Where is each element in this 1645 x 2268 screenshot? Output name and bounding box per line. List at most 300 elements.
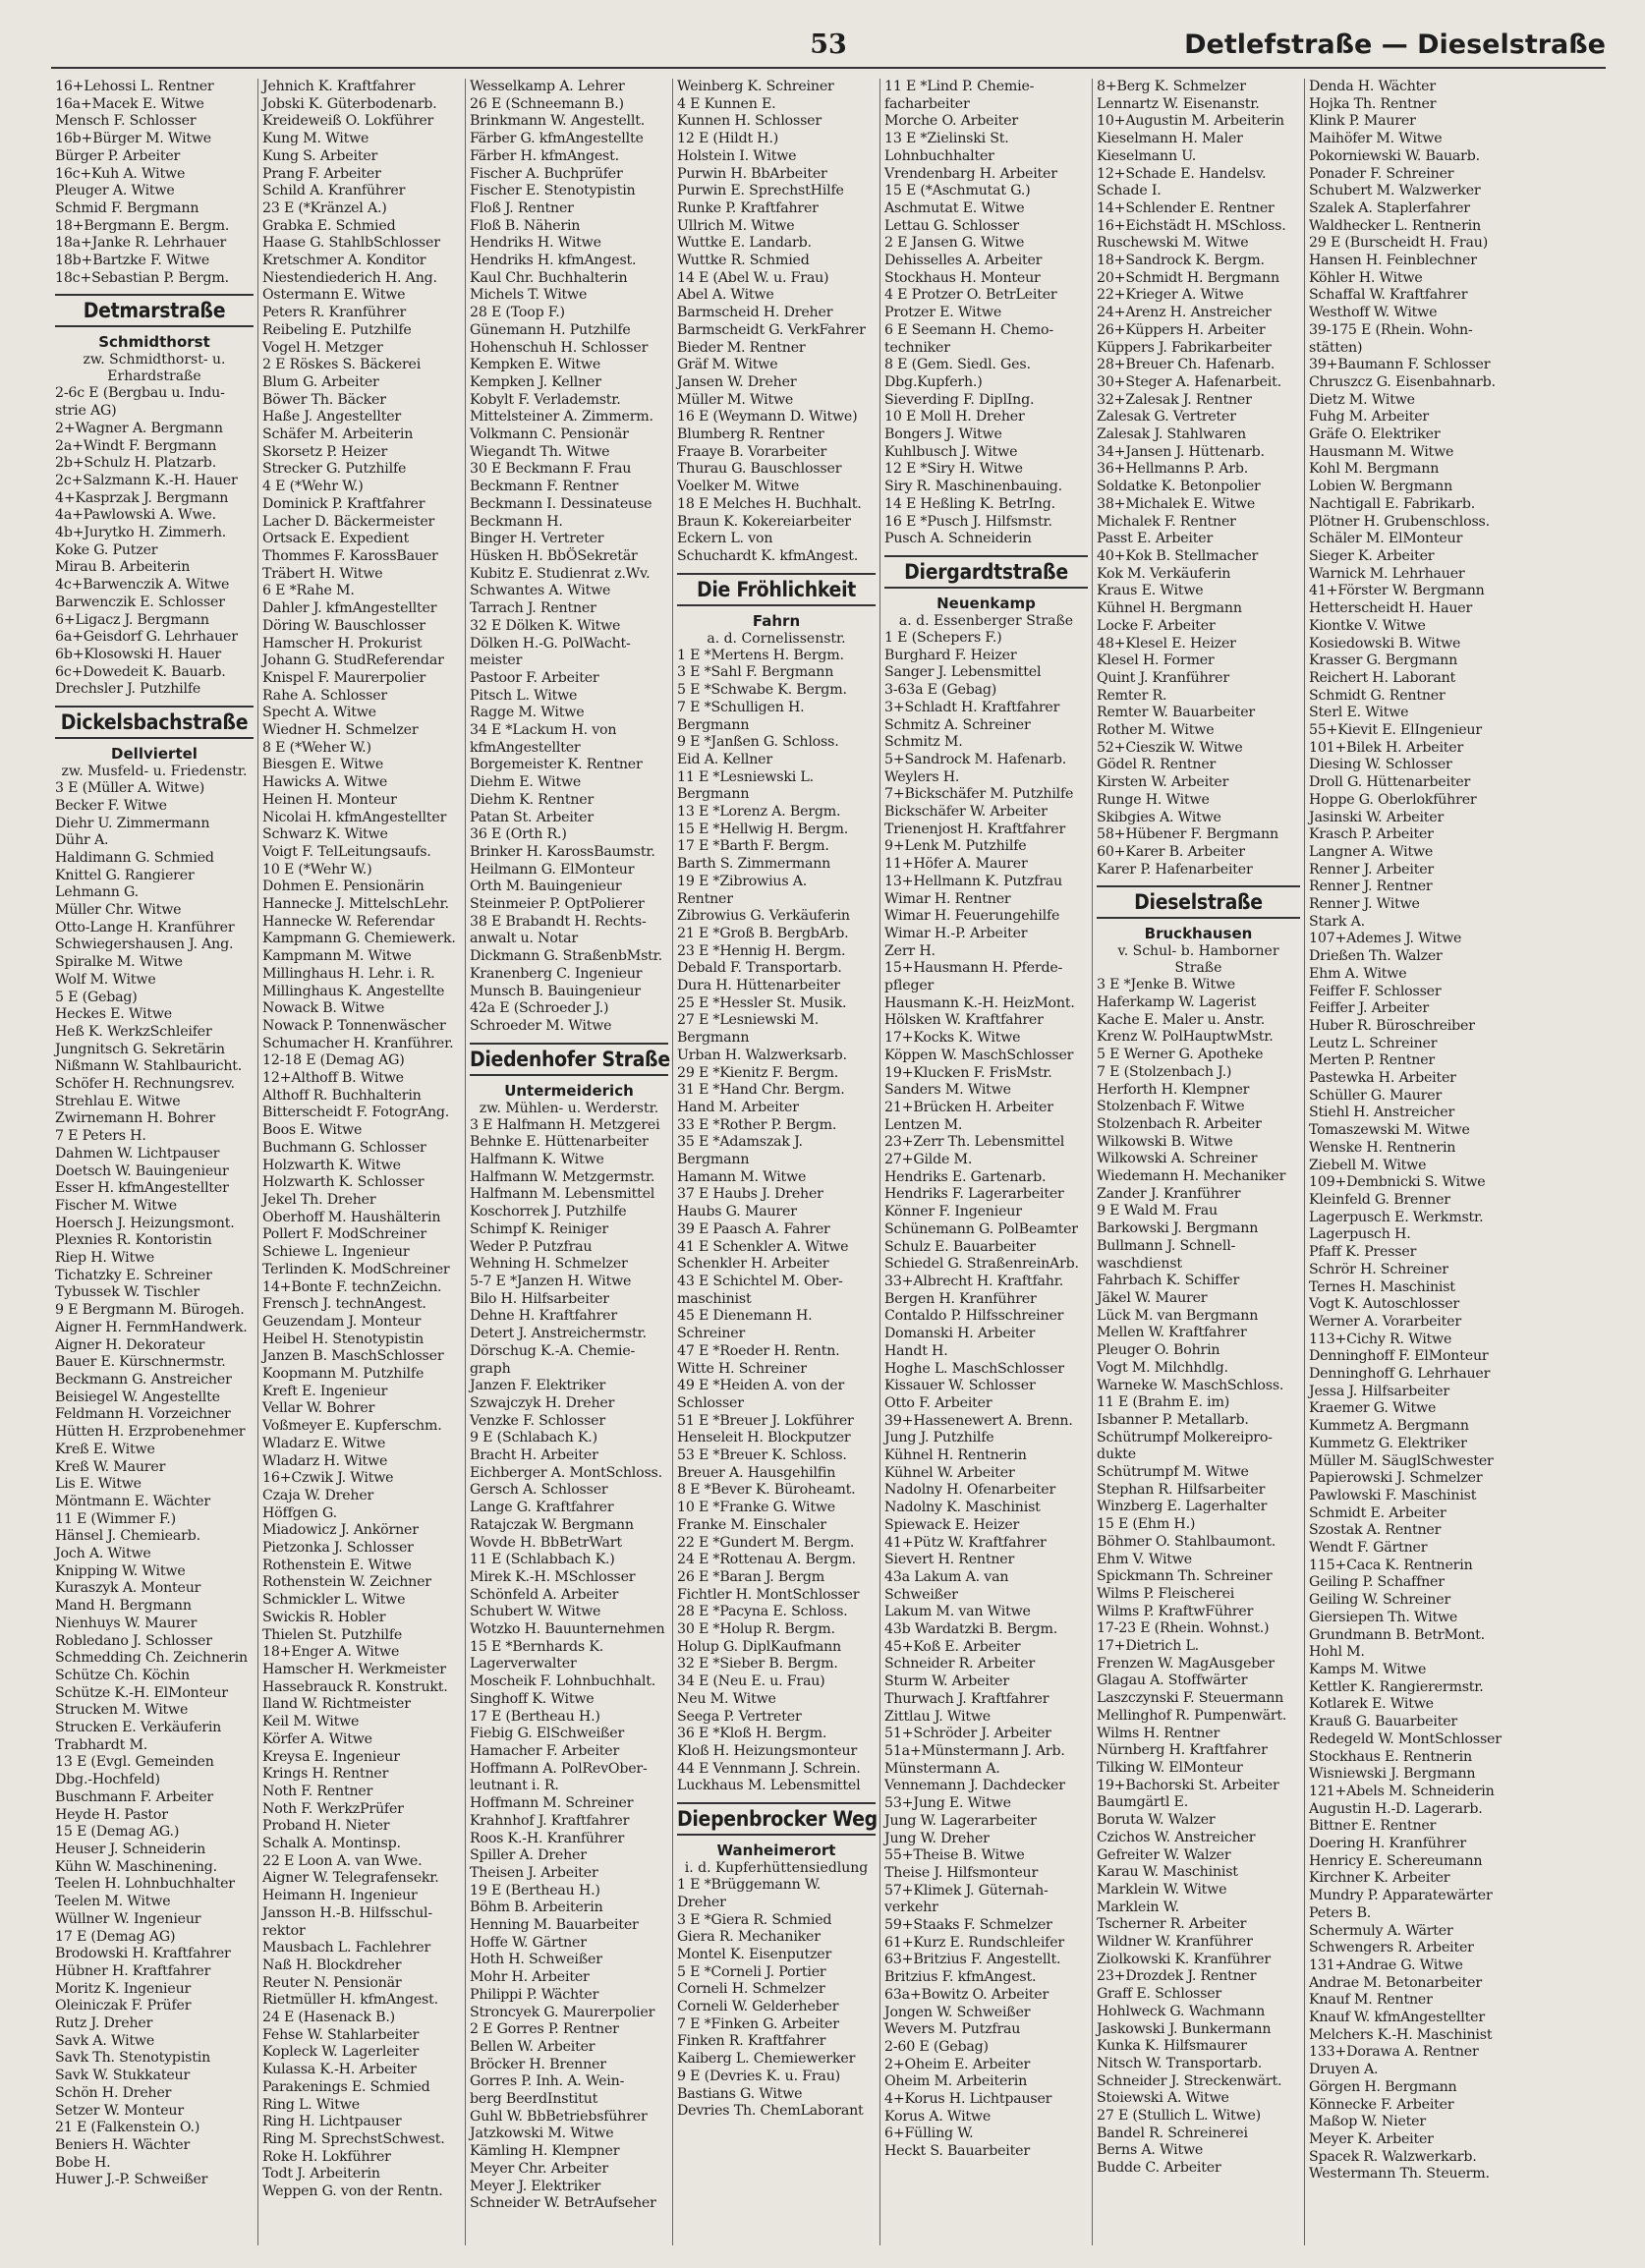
- directory-entry: Geiling P. Schaffner: [1309, 1574, 1445, 1591]
- directory-entry: Weylers H.: [884, 768, 960, 785]
- directory-entry: Diehm E. Witwe: [470, 774, 582, 791]
- directory-entry: Beckmann F. Rentner: [470, 479, 619, 495]
- directory-entry: Ostermann E. Witwe: [262, 287, 406, 304]
- column-7: [1305, 79, 1517, 2245]
- directory-entry: Burghard F. Heizer: [884, 647, 1017, 663]
- directory-entry: Wisniewski J. Bergmann: [1309, 1766, 1476, 1783]
- directory-entry: Kiontke V. Witwe: [1309, 617, 1426, 634]
- directory-entry: Wilms P. Fleischerei: [1097, 1585, 1235, 1602]
- directory-entry: Kirsten W. Arbeiter: [1097, 774, 1229, 791]
- directory-entry: 39-175 E (Rhein. Wohn-: [1309, 321, 1473, 338]
- directory-entry: Schade I.: [1097, 183, 1162, 199]
- directory-entry: Stoiewski A. Witwe: [1097, 2090, 1229, 2107]
- directory-entry: Stark A.: [1309, 913, 1365, 930]
- directory-entry: Beisiegel W. Angestellte: [55, 1389, 220, 1405]
- directory-entry: Szostak A. Rentner: [1309, 1522, 1442, 1539]
- directory-entry: Pollert F. ModSchreiner: [262, 1226, 427, 1243]
- directory-entry: 29 E *Kienitz F. Bergm.: [677, 1064, 839, 1081]
- directory-entry: Kobylt F. Verlademstr.: [470, 391, 621, 408]
- directory-entry: Hüsken H. BbÖSekretär: [470, 547, 638, 564]
- directory-entry: 10+Augustin M. Arbeiterin: [1097, 113, 1284, 130]
- running-head: Detlefstraße — Dieselstraße: [1184, 29, 1606, 60]
- directory-entry: Kuraszyk A. Monteur: [55, 1580, 201, 1597]
- directory-entry: Beckmann H.: [470, 513, 563, 530]
- directory-entry: 22 E *Gundert M. Bergm.: [677, 1534, 855, 1551]
- directory-entry: Küppers J. Fabrikarbeiter: [1097, 339, 1272, 356]
- directory-entry: Schroeder M. Witwe: [470, 1017, 612, 1034]
- directory-entry: Geiling W. Schreiner: [1309, 1592, 1451, 1609]
- directory-entry: 17-23 E (Rhein. Wohnst.): [1097, 1620, 1270, 1637]
- directory-entry: Lettau G. Schlosser: [884, 217, 1019, 234]
- directory-entry: 27+Gilde M.: [884, 1152, 973, 1168]
- directory-entry: Oberhoff M. Haushälterin: [262, 1209, 441, 1225]
- directory-entry: Wimar H. Rentner: [884, 890, 1011, 907]
- directory-entry: Wladarz E. Witwe: [262, 1435, 386, 1451]
- directory-entry: 36 E *Kloß H. Bergm.: [677, 1726, 827, 1742]
- directory-entry: Hojka Th. Rentner: [1309, 95, 1437, 112]
- district-name: Wanheimerort: [716, 1842, 836, 1860]
- directory-entry: Dahmen W. Lichtpauser: [55, 1145, 220, 1162]
- directory-entry: 55+Kievit E. ElIngenieur: [1309, 722, 1482, 739]
- directory-entry: 2+Wagner A. Bergmann: [55, 420, 223, 436]
- directory-entry: 57+Klimek J. Güternah-: [884, 1882, 1049, 1899]
- directory-entry: Savk Th. Stenotypistin: [55, 2050, 211, 2067]
- directory-entry: Schneider W. BetrAufseher: [470, 2195, 656, 2212]
- directory-entry: Gödel R. Rentner: [1097, 757, 1217, 773]
- directory-entry: 9 E (Schlabach K.): [470, 1430, 597, 1446]
- column-4: [673, 79, 880, 2245]
- directory-entry: Moritz K. Ingenieur: [55, 1980, 192, 1997]
- directory-entry: Theise J. Hilfsmonteur: [884, 1864, 1039, 1881]
- directory-entry: 6+Ligacz J. Bergmann: [55, 611, 209, 628]
- directory-entry: Millinghaus H. Lehr. i. R.: [262, 965, 435, 982]
- directory-entry: 15 E *Bernhards K.: [470, 1638, 604, 1655]
- directory-entry: 18+Enger A. Witwe: [262, 1644, 400, 1661]
- directory-entry: Drießen Th. Walzer: [1309, 948, 1443, 965]
- directory-entry: Dühr A.: [55, 832, 109, 849]
- directory-entry: 23 E *Hennig H. Bergm.: [677, 942, 846, 959]
- directory-entry: Eichberger A. MontSchloss.: [470, 1464, 662, 1481]
- directory-entry: Niestendiederich H. Ang.: [262, 269, 437, 286]
- district-name: Dellviertel: [111, 745, 198, 764]
- directory-entry: Dölken H.-G. PolWacht-: [470, 635, 631, 652]
- directory-entry: 12 E (Hildt H.): [677, 131, 779, 147]
- directory-entry: Barmscheid H. Dreher: [677, 305, 833, 321]
- directory-entry: Schumacher H. Kranführer.: [262, 1035, 454, 1051]
- directory-entry: Denda H. Wächter: [1309, 79, 1436, 94]
- directory-entry: 13+Hellmann K. Putzfrau: [884, 873, 1062, 889]
- directory-entry: 4a+Pawlowski A. Wwe.: [55, 507, 216, 524]
- directory-entry: Träbert H. Witwe: [262, 565, 383, 582]
- directory-entry: Hoersch J. Heizungsmont.: [55, 1215, 235, 1231]
- directory-entry: Savk W. Stukkateur: [55, 2068, 191, 2084]
- directory-entry: Ragge M. Witwe: [470, 705, 585, 721]
- directory-entry: Vrendenbarg H. Arbeiter: [884, 165, 1057, 182]
- directory-entry: 17 E *Barth F. Bergm.: [677, 838, 829, 855]
- directory-entry: Mellen W. Kraftfahrer: [1097, 1325, 1247, 1341]
- directory-entry: verkehr: [884, 1899, 938, 1916]
- directory-columns: [51, 79, 1606, 2245]
- directory-entry: Kung M. Witwe: [262, 131, 369, 147]
- directory-entry: 15+Hausmann H. Pferde-: [884, 960, 1063, 977]
- directory-entry: Stiehl H. Anstreicher: [1309, 1105, 1455, 1121]
- directory-entry: Voßmeyer E. Kupferschm.: [262, 1418, 442, 1435]
- directory-entry: Bellen W. Arbeiter: [470, 2038, 596, 2055]
- directory-entry: Meyer K. Arbeiter: [1309, 2130, 1434, 2147]
- directory-entry: Jung W. Lagerarbeiter: [884, 1812, 1037, 1829]
- directory-entry: Bastians G. Witwe: [677, 2085, 803, 2102]
- directory-entry: Halfmann W. Metzgermstr.: [470, 1168, 655, 1185]
- directory-entry: Tichatzky E. Schreiner: [55, 1267, 212, 1283]
- directory-entry: Rother M. Witwe: [1097, 722, 1215, 739]
- directory-entry: 17+Dietrich L.: [1097, 1638, 1199, 1655]
- directory-entry: Hoffe W. Gärtner: [470, 1934, 587, 1951]
- directory-entry: Savk A. Witwe: [55, 2032, 155, 2049]
- directory-entry: 8 E *Bever K. Büroheamt.: [677, 1482, 856, 1499]
- directory-entry: Steinmeier P. OptPolierer: [470, 896, 645, 913]
- directory-entry: Bergmann: [677, 786, 750, 803]
- directory-entry: 44 E Vennmann J. Schrein.: [677, 1760, 861, 1777]
- directory-entry: Brinkmann W. Angestellt.: [470, 113, 646, 130]
- directory-entry: Otto-Lange H. Kranführer: [55, 919, 235, 936]
- directory-entry: Althoff R. Buchhalterin: [262, 1087, 422, 1104]
- directory-entry: Schreiner: [677, 1326, 746, 1342]
- directory-entry: 107+Ademes J. Witwe: [1309, 931, 1462, 947]
- directory-entry: Kreß E. Witwe: [55, 1441, 155, 1457]
- directory-entry: 16+Eichstädt H. MSchloss.: [1097, 217, 1286, 234]
- directory-entry: Strucken E. Verkäuferin: [55, 1720, 222, 1736]
- directory-entry: Körfer A. Witwe: [262, 1730, 372, 1747]
- directory-entry: 31 E *Hand Chr. Bergm.: [677, 1082, 845, 1099]
- directory-entry: Lakum M. van Witwe: [884, 1604, 1031, 1620]
- directory-entry: Mittelsteiner A. Zimmerm.: [470, 409, 653, 425]
- directory-entry: Pokorniewski W. Bauarb.: [1309, 147, 1480, 164]
- directory-entry: Isbanner P. Metallarb.: [1097, 1411, 1249, 1428]
- directory-entry: Mohr H. Arbeiter: [470, 1969, 590, 1986]
- directory-entry: 33+Albrecht H. Kraftfahr.: [884, 1274, 1064, 1289]
- directory-entry: Heß K. WerkzSchleifer: [55, 1023, 212, 1040]
- directory-entry: Szwajczyk H. Dreher: [470, 1394, 615, 1411]
- directory-entry: Hohl M.: [1309, 1644, 1365, 1661]
- directory-entry: Gräf M. Witwe: [677, 357, 778, 373]
- directory-entry: Koschorrek J. Putzhilfe: [470, 1204, 627, 1220]
- directory-entry: Wotzko H. Bauunternehmen: [470, 1621, 665, 1638]
- directory-entry: Vogel H. Metzger: [262, 339, 383, 356]
- directory-entry: Kirchner K. Arbeiter: [1309, 1870, 1450, 1887]
- directory-entry: Mundry P. Apparatewärter: [1309, 1888, 1493, 1904]
- directory-entry: 12+Schade E. Handelsv.: [1097, 165, 1267, 182]
- directory-entry: Fiebig G. ElSchweißer: [470, 1726, 625, 1742]
- directory-entry: Strecker G. Putzhilfe: [262, 461, 407, 478]
- directory-entry: Voigt F. TelLeitungsaufs.: [262, 843, 431, 860]
- directory-entry: Bitterscheidt F. FotogrAng.: [262, 1105, 450, 1121]
- directory-entry: 18c+Sebastian P. Bergm.: [55, 269, 229, 286]
- street-heading: Diergardtstraße: [884, 555, 1088, 589]
- directory-entry: Ruschewski M. Witwe: [1097, 235, 1249, 252]
- directory-entry: Iland W. Richtmeister: [262, 1696, 411, 1713]
- directory-entry: waschdienst: [1097, 1255, 1182, 1272]
- directory-entry: Weppen G. von der Rentn.: [262, 2183, 443, 2200]
- directory-entry: 6 E Seemann H. Chemo-: [884, 321, 1053, 338]
- directory-entry: stätten): [1309, 339, 1363, 356]
- directory-entry: Glagau A. Stoffwärter: [1097, 1673, 1248, 1689]
- directory-entry: Kreysa E. Ingenieur: [262, 1748, 400, 1765]
- directory-entry: Hausmann K.-H. HeizMont.: [884, 994, 1075, 1011]
- directory-entry: Renner J. Witwe: [1309, 896, 1420, 913]
- directory-entry: Roke H. Lokführer: [262, 2148, 391, 2165]
- directory-entry: Jäkel W. Maurer: [1097, 1290, 1208, 1306]
- directory-entry: Haferkamp W. Lagerist: [1097, 994, 1256, 1011]
- directory-entry: Grabka E. Schmied: [262, 217, 396, 234]
- directory-entry: Britzius F. kfmAngest.: [884, 1969, 1037, 1986]
- directory-entry: 6c+Dowedeit K. Bauarb.: [55, 663, 226, 680]
- directory-entry: 16 E (Weymann D. Witwe): [677, 409, 858, 425]
- directory-entry: Teelen H. Lohnbuchhalter: [55, 1876, 235, 1893]
- directory-entry: Jongen W. Schweißer: [884, 2004, 1031, 2020]
- directory-entry: Wenske H. Rentnerin: [1309, 1139, 1456, 1156]
- directory-entry: Corneli W. Gelderheber: [677, 1999, 839, 2015]
- directory-entry: Finken R. Kraftfahrer: [677, 2033, 826, 2050]
- directory-entry: Kempken E. Witwe: [470, 357, 601, 373]
- directory-entry: Kissauer W. Schlosser: [884, 1378, 1036, 1394]
- directory-entry: Kühn W. Maschinening.: [55, 1858, 217, 1875]
- directory-entry: Kampmann G. Chemiewerk.: [262, 931, 456, 947]
- directory-entry: Stockhaus H. Monteur: [884, 269, 1041, 286]
- directory-entry: Kampmann M. Witwe: [262, 948, 412, 965]
- directory-entry: Wovde H. BbBetrWart: [470, 1534, 622, 1551]
- street-heading: Detmarstraße: [55, 294, 254, 327]
- directory-entry: Corneli H. Schmelzer: [677, 1981, 825, 1998]
- directory-entry: 6a+Geisdorf G. Lehrhauer: [55, 629, 238, 646]
- directory-entry: Thielen St. Putzhilfe: [262, 1626, 403, 1643]
- directory-entry: 51a+Münstermann J. Arb.: [884, 1742, 1065, 1759]
- directory-entry: 17+Kocks K. Witwe: [884, 1030, 1021, 1047]
- directory-entry: Spickmann Th. Schreiner: [1097, 1568, 1273, 1585]
- directory-entry: Schön H. Dreher: [55, 2084, 172, 2101]
- directory-entry: Floß B. Näherin: [470, 217, 581, 234]
- directory-entry: Lück M. van Bergmann: [1097, 1307, 1259, 1324]
- directory-entry: 30 E *Holup R. Bergm.: [677, 1621, 835, 1638]
- directory-entry: 6 E *Rahe M.: [262, 583, 355, 599]
- directory-entry: 27 E (Stullich L. Witwe): [1097, 2108, 1262, 2125]
- directory-entry: Millinghaus K. Angestellte: [262, 983, 445, 999]
- directory-entry: Lacher D. Bäckermeister: [262, 513, 435, 530]
- directory-entry: Dohmen E. Pensionärin: [262, 879, 425, 895]
- directory-entry: Pfaff K. Presser: [1309, 1244, 1417, 1261]
- directory-entry: 23+Drozdek J. Rentner: [1097, 1968, 1257, 1985]
- directory-entry: Nadolny H. Ofenarbeiter: [884, 1482, 1056, 1499]
- directory-entry: Korus A. Witwe: [884, 2108, 992, 2125]
- directory-entry: 12+Althoff B. Witwe: [262, 1070, 404, 1087]
- directory-entry: Böhmer O. Stahlbaumont.: [1097, 1533, 1276, 1550]
- directory-entry: Lis E. Witwe: [55, 1476, 142, 1493]
- directory-entry: 15 E *Hellwig H. Bergm.: [677, 821, 849, 837]
- directory-entry: Kraus E. Witwe: [1097, 583, 1204, 599]
- location-note: v. Schul- b. Hamborner: [1117, 943, 1279, 960]
- directory-entry: Warneke W. MaschSchloss.: [1097, 1377, 1284, 1393]
- directory-entry: Gefreiter W. Walzer: [1097, 1846, 1231, 1863]
- directory-entry: Passt E. Arbeiter: [1097, 531, 1214, 547]
- directory-entry: Winzberg E. Lagerhalter: [1097, 1499, 1268, 1515]
- directory-entry: 2c+Salzmann K.-H. Hauer: [55, 472, 238, 488]
- directory-entry: Köppen W. MaschSchlosser: [884, 1047, 1074, 1063]
- directory-entry: Leutz L. Schreiner: [1309, 1035, 1438, 1051]
- directory-entry: 14 E Heßling K. BetrIng.: [884, 495, 1055, 512]
- directory-entry: Tomaszewski M. Witwe: [1309, 1122, 1470, 1139]
- directory-entry: 13 E *Zielinski St.: [884, 131, 1009, 147]
- directory-entry: Eid A. Kellner: [677, 751, 772, 767]
- directory-entry: berg BeerdInstitut: [470, 2091, 598, 2108]
- directory-entry: Herforth H. Klempner: [1097, 1081, 1250, 1098]
- directory-entry: Marklein W.: [1097, 1899, 1179, 1915]
- directory-entry: Fichtler H. MontSchlosser: [677, 1586, 860, 1603]
- directory-entry: 45+Koß E. Arbeiter: [884, 1638, 1021, 1655]
- directory-entry: Renner J. Arbeiter: [1309, 861, 1434, 878]
- directory-entry: Kloß H. Heizungsmonteur: [677, 1742, 858, 1759]
- directory-entry: pfleger: [884, 978, 935, 994]
- directory-entry: Diehr U. Zimmermann: [55, 815, 210, 831]
- directory-entry: Fraaye B. Vorarbeiter: [677, 443, 827, 460]
- directory-entry: Karau W. Maschinist: [1097, 1864, 1238, 1881]
- directory-entry: Bürger P. Arbeiter: [55, 147, 181, 164]
- directory-entry: Lennartz W. Eisenanstr.: [1097, 95, 1260, 112]
- directory-entry: Graff E. Schlosser: [1097, 1986, 1221, 2003]
- directory-entry: Schütrumpf M. Witwe: [1097, 1464, 1249, 1481]
- directory-entry: 12 E *Siry H. Witwe: [884, 461, 1023, 478]
- directory-entry: Nadolny K. Maschinist: [884, 1500, 1041, 1516]
- directory-entry: 18+Sandrock K. Bergm.: [1097, 253, 1265, 269]
- directory-entry: Doering H. Kranführer: [1309, 1836, 1467, 1852]
- directory-entry: 17 E (Bertheau H.): [470, 1708, 600, 1725]
- directory-entry: Kempken J. Kellner: [470, 373, 601, 390]
- directory-entry: Melchers K.-H. Maschinist: [1309, 2026, 1493, 2043]
- directory-entry: 48+Klesel E. Heizer: [1097, 635, 1236, 652]
- directory-entry: Montel K. Eisenputzer: [677, 1946, 832, 1962]
- directory-entry: Geuzendam J. Monteur: [262, 1313, 422, 1330]
- directory-entry: Kreß W. Maurer: [55, 1458, 166, 1475]
- directory-entry: Schmitz M.: [884, 734, 963, 751]
- directory-entry: anwalt u. Notar: [470, 931, 579, 947]
- directory-entry: 131+Andrae G. Witwe: [1309, 1956, 1463, 1973]
- directory-entry: Budde C. Arbeiter: [1097, 2160, 1221, 2177]
- directory-entry: 3 E *Sahl F. Bergmann: [677, 664, 834, 681]
- directory-entry: Pawlowski F. Maschinist: [1309, 1487, 1477, 1503]
- directory-entry: Schulz E. Bauarbeiter: [884, 1238, 1036, 1255]
- directory-entry: 52+Cieszik W. Witwe: [1097, 739, 1243, 756]
- directory-entry: Becker F. Witwe: [55, 797, 167, 814]
- directory-entry: Jaskowski J. Bunkermann: [1097, 2020, 1272, 2037]
- directory-entry: Noth F. Rentner: [262, 1783, 373, 1799]
- directory-entry: Jatzkowski M. Witwe: [470, 2126, 614, 2142]
- directory-entry: 59+Staaks F. Schmelzer: [884, 1917, 1052, 1934]
- directory-entry: Ring H. Lichtpauser: [262, 2114, 402, 2130]
- directory-entry: Renner J. Rentner: [1309, 879, 1433, 895]
- street-heading: Dickelsbachstraße: [55, 706, 254, 739]
- directory-entry: Krasch P. Arbeiter: [1309, 826, 1434, 843]
- directory-entry: 2-6c E (Bergbau u. Indu-: [55, 385, 225, 402]
- directory-entry: Denninghoff G. Lehrhauer: [1309, 1366, 1491, 1383]
- directory-entry: Plexnies R. Kontoristin: [55, 1232, 212, 1249]
- directory-entry: Ehm V. Witwe: [1097, 1551, 1192, 1567]
- directory-entry: Robledano J. Schlosser: [55, 1632, 212, 1649]
- directory-entry: 4c+Barwenczik A. Witwe: [55, 577, 230, 594]
- directory-entry: Hansen H. Feinblechner: [1309, 253, 1477, 269]
- directory-entry: Beckmann I. Dessinateuse: [470, 495, 652, 512]
- directory-entry: techniker: [884, 339, 950, 356]
- directory-entry: Kamps M. Witwe: [1309, 1661, 1427, 1677]
- directory-entry: Buchmann G. Schlosser: [262, 1139, 426, 1156]
- directory-entry: Braun K. Kokereiarbeiter: [677, 513, 851, 530]
- directory-entry: Redegeld W. MontSchlosser: [1309, 1730, 1502, 1747]
- directory-entry: 35 E *Adamszak J.: [677, 1134, 803, 1151]
- directory-entry: Remter W. Bauarbeiter: [1097, 705, 1255, 721]
- directory-entry: Kieselmann H. Maler: [1097, 131, 1243, 147]
- directory-entry: Schmickler L. Witwe: [262, 1592, 406, 1609]
- directory-entry: Kranenberg C. Ingenieur: [470, 965, 643, 982]
- directory-entry: Dura H. Hüttenarbeiter: [677, 978, 840, 994]
- directory-entry: Pleuger A. Witwe: [55, 183, 175, 199]
- directory-entry: 36 E (Orth R.): [470, 826, 567, 843]
- directory-entry: Färber H. kfmAngest.: [470, 147, 619, 164]
- directory-entry: Heibel H. Stenotypistin: [262, 1331, 425, 1347]
- directory-entry: Warnick M. Lehrhauer: [1309, 565, 1465, 582]
- directory-entry: Schuchardt K. kfmAngest.: [677, 547, 859, 564]
- directory-entry: Stroncyek G. Maurerpolier: [470, 2004, 655, 2020]
- directory-entry: Keil M. Witwe: [262, 1714, 360, 1730]
- directory-entry: 8 E (Gem. Siedl. Ges.: [884, 357, 1031, 373]
- directory-entry: Schmidt G. Rentner: [1309, 687, 1446, 704]
- directory-entry: Fuhg M. Arbeiter: [1309, 409, 1429, 425]
- directory-entry: Plötner H. Grubenschloss.: [1309, 513, 1490, 530]
- directory-entry: Beniers H. Wächter: [55, 2136, 191, 2153]
- directory-entry: Voelker M. Witwe: [677, 479, 800, 495]
- column-6: [1093, 79, 1305, 2245]
- directory-entry: Feiffer F. Schlosser: [1309, 983, 1442, 999]
- directory-entry: 27 E *Lesniewski M.: [677, 1012, 819, 1029]
- directory-entry: 42a E (Schroeder J.): [470, 1000, 609, 1017]
- directory-entry: Schmedding Ch. Zeichnerin: [55, 1650, 248, 1667]
- directory-entry: 9 E Wald M. Frau: [1097, 1203, 1218, 1219]
- directory-entry: 3-63a E (Gebag): [884, 682, 997, 699]
- directory-entry: Wendt F. Gärtner: [1309, 1540, 1428, 1557]
- directory-entry: Otto F. Arbeiter: [884, 1394, 993, 1411]
- directory-entry: Runge H. Witwe: [1097, 791, 1210, 808]
- directory-entry: 10 E (*Wehr W.): [262, 861, 372, 878]
- directory-entry: Janzen F. Elektriker: [470, 1378, 606, 1394]
- directory-entry: Sieger K. Arbeiter: [1309, 547, 1435, 564]
- directory-entry: Lohnbuchhalter: [884, 147, 994, 164]
- directory-entry: Venzke F. Schlosser: [470, 1412, 605, 1429]
- directory-entry: Dietz M. Witwe: [1309, 391, 1415, 408]
- directory-entry: 18b+Bartzke F. Witwe: [55, 253, 210, 269]
- directory-entry: Haubs G. Maurer: [677, 1204, 797, 1220]
- directory-entry: Schwantes A. Witwe: [470, 583, 611, 599]
- directory-entry: Aigner H. FernmHandwerk.: [55, 1319, 248, 1335]
- directory-entry: Hölsken W. Kraftfahrer: [884, 1012, 1044, 1029]
- directory-entry: Bergen H. Kranführer: [884, 1290, 1037, 1307]
- directory-entry: Schenkler H. Arbeiter: [677, 1256, 829, 1273]
- directory-entry: Maihöfer M. Witwe: [1309, 131, 1443, 147]
- directory-entry: Henseleit H. Blockputzer: [677, 1430, 851, 1446]
- directory-entry: 15 E (Demag AG.): [55, 1824, 180, 1841]
- directory-entry: Zalesak J. Stahlwaren: [1097, 426, 1246, 443]
- directory-entry: 7+Bickschäfer M. Putzhilfe: [884, 786, 1074, 803]
- directory-entry: 49 E *Heiden A. von der: [677, 1378, 845, 1394]
- directory-entry: maschinist: [677, 1290, 752, 1307]
- directory-entry: Aschmutat E. Witwe: [884, 199, 1025, 216]
- directory-entry: Binger H. Vertreter: [470, 531, 604, 547]
- directory-entry: Thurwach J. Kraftfahrer: [884, 1690, 1049, 1707]
